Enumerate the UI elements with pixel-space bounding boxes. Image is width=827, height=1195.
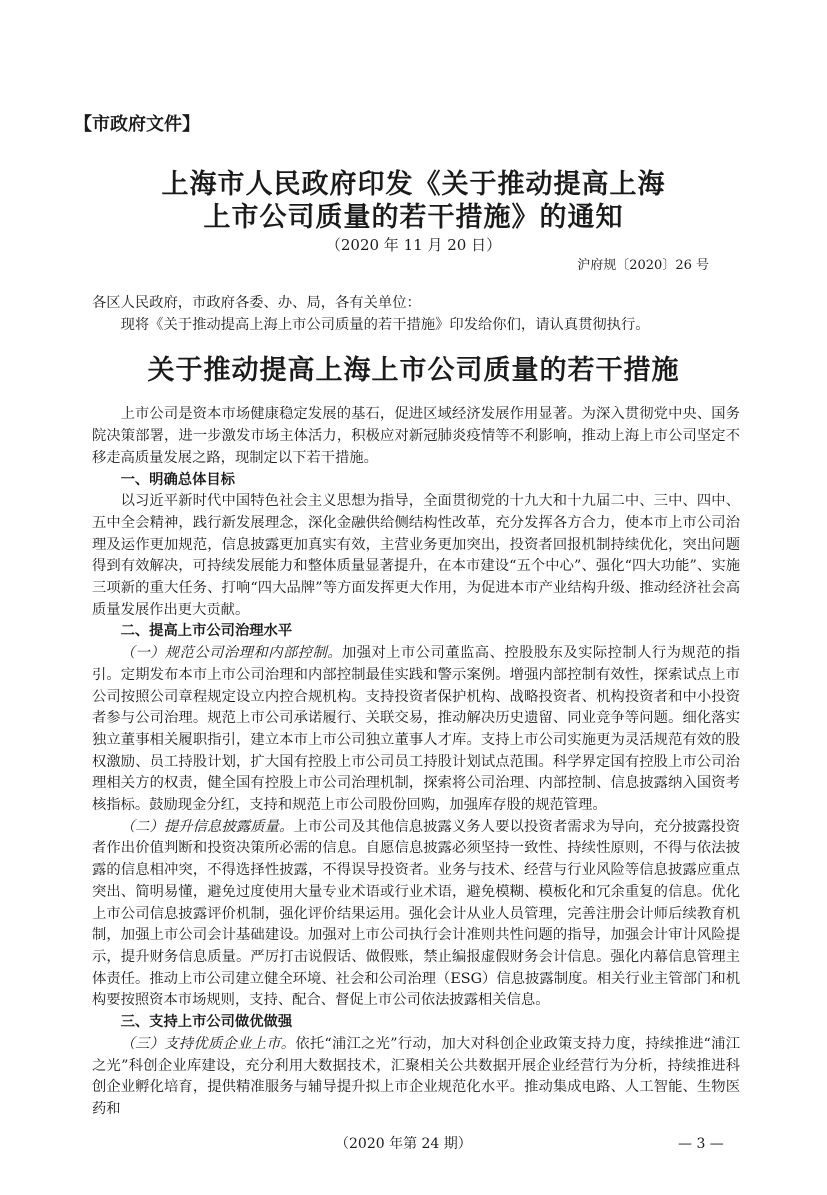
- item-2-text: 上市公司及其他信息披露义务人要以投资者需求为导向，充分披露投资者作出价值判断和投资决策所必需的信息。自愿信息披露必须坚持一致性、持续性原则，不得与依法披露的信息相冲突，不得选择性披露，不得误导投资者。业务与技术、经营与行业风险等信息披露应重点突出、简明易懂，避免过度使用大量专业术语或行业术语，避免模糊、模板化和冗余重复的信息。优化上市公司信息披露评价机制，强化评价结果运用。强化会计从业人员管理，完善注册会计师后续教育机制，加强上市公司会计基础建设。加强对上市公司执行会计准则共性问题的指导，加强会计审计风险提示，提升财务信息质量。严厉打击说假话、做假账，禁止编报虚假财务会计信息。强化内幕信息管理主体责任。推动上市公司建立健全环境、社会和公司治理（ESG）信息披露制度。相关行业主管部门和机构要按照资本市场规则，支持、配合、督促上市公司依法披露相关信息。: [92, 818, 740, 1009]
- issue-number: （2020 年第 24 期）: [335, 1135, 472, 1152]
- item-2-lead: （二）提升信息披露质量。: [120, 818, 294, 835]
- item-2-paragraph: [92, 817, 740, 1012]
- notice-date: （2020 年 11 月 20 日）: [325, 236, 502, 254]
- measures-title: 关于推动提高上海上市公司质量的若干措施: [147, 355, 680, 387]
- notice-title-line-1: 上海市人民政府印发《关于推动提高上海: [161, 169, 666, 200]
- section-1-paragraph: 以习近平新时代中国特色社会主义思想为指导，全面贯彻党的十九大和十九届二中、三中、四中、五中全会精神，践行新发展理念，深化金融供给侧结构性改革，充分发挥各方合力，使本市上市公司治理及运作更加规范，信息披露更加真实有效，主营业务更加突出，投资者回报机制持续优化，突出问题得到有效解决，可持续发展能力和整体质量显著提升，在本市建设“五个中心”、强化“四大功能”、实施三项新的重大任务、打响“四大品牌”等方面发挥更大作用，为促进本市产业结构升级、推动经济社会高质量发展作出更大贡献。: [92, 493, 740, 618]
- section-1-heading: 一、明确总体目标: [120, 471, 235, 488]
- intro-paragraph: 上市公司是资本市场健康稳定发展的基石，促进区域经济发展作用显著。为深入贯彻党中央、国务院决策部署，进一步激发市场主体活力，积极应对新冠肺炎疫情等不利影响，推动上海上市公司坚定不移走高质量发展之路，现制定以下若干措施。: [92, 406, 740, 466]
- item-1-text: 加强对上市公司董监高、控股股东及实际控制人行为规范的指引。定期发布本市上市公司治理和内部控制最佳实践和警示案例。增强内部控制有效性，探索试点上市公司按照公司章程规定设立内控合规机构。支持投资者保护机构、战略投资者、机构投资者和中小投资者参与公司治理。规范上市公司承诺履行、关联交易，推动解决历史遗留、同业竞争等问题。细化落实独立董事相关履职指引，建立本市上市公司独立董事人才库。支持上市公司实施更为灵活规范有效的股权激励、员工持股计划，扩大国有控股上市公司员工持股计划试点范围。科学界定国有控股上市公司治理相关方的权责，健全国有控股上市公司治理机制，探索将公司治理、内部控制、信息披露纳入国资考核指标。鼓励现金分红，支持和规范上市公司股份回购，加强库存股的规范管理。: [92, 645, 741, 814]
- page-footer: [0, 1133, 827, 1155]
- document-number: 沪府规〔2020〕26 号: [577, 258, 709, 273]
- item-1-paragraph: [92, 643, 740, 817]
- item-3-lead: （三）支持优质企业上市。: [120, 1035, 296, 1052]
- notice-body: 现将《关于推动提高上海上市公司质量的若干措施》印发给你们，请认真贯彻执行。: [120, 316, 650, 333]
- category-tag: 【市政府文件】: [74, 114, 200, 135]
- section-3-heading: 三、支持上市公司做优做强: [120, 1014, 293, 1031]
- measures-content: [92, 404, 740, 1120]
- section-2-heading: 二、提高上市公司治理水平: [120, 623, 293, 640]
- item-3-paragraph: [92, 1034, 740, 1121]
- notice-title-line-2: 上市公司质量的若干措施》的通知: [203, 202, 624, 233]
- addressees: 各区人民政府，市政府各委、办、局，各有关单位：: [92, 295, 421, 311]
- item-3-text: 依托“浦江之光”行动，加大对科创企业政策支持力度，持续推进“浦江之光”科创企业库建设，充分利用大数据技术，汇聚相关公共数据开展企业经营行为分析，持续推进科创企业孵化培育，提供精准服务与辅导提升拟上市企业规范化水平。推动集成电路、人工智能、生物医药和: [92, 1035, 740, 1117]
- item-1-lead: （一）规范公司治理和内部控制。: [120, 645, 342, 662]
- page-number: — 3 —: [678, 1135, 724, 1152]
